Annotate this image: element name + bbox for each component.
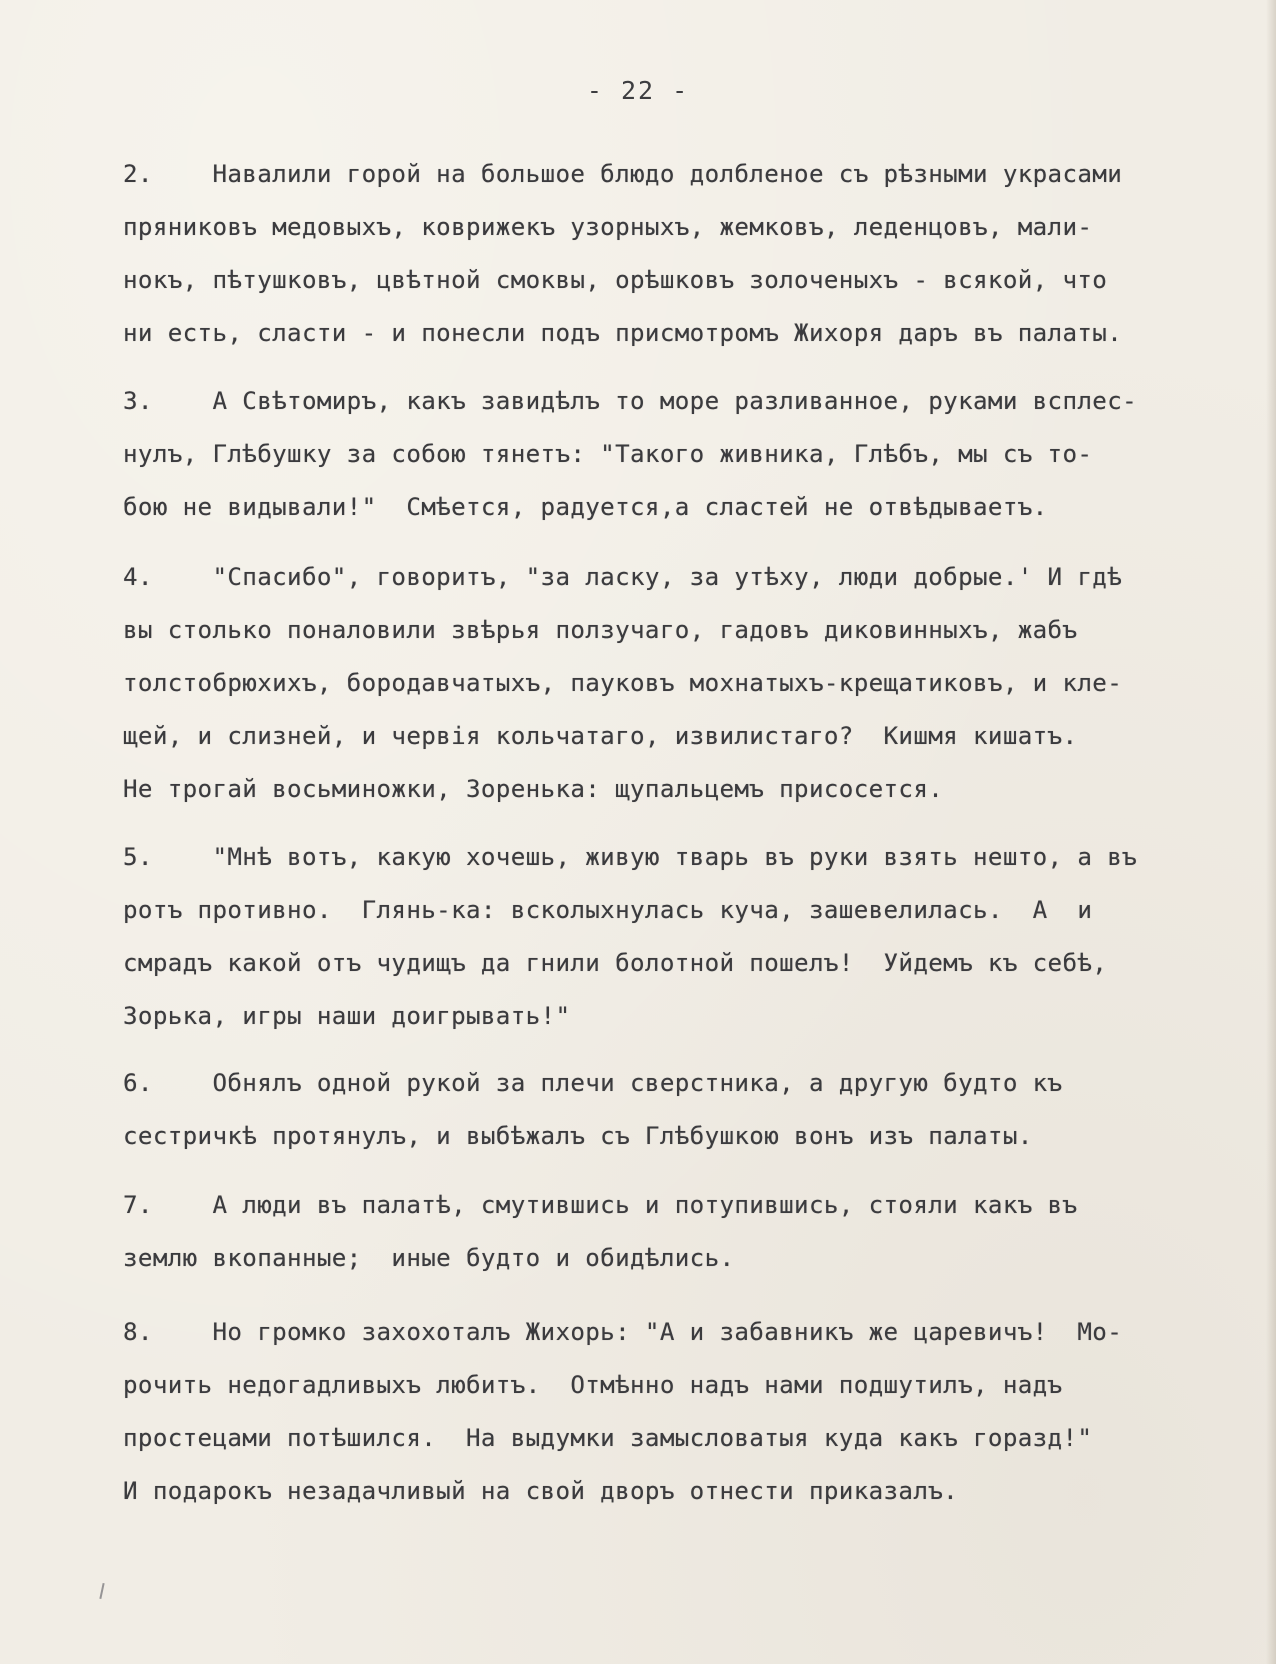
page-number: - 22 -: [586, 76, 690, 105]
paragraph-2: [123, 148, 1243, 360]
text-line: бою не видывали!" Смѣется, радуется,а сластей не отвѣдываетъ.: [123, 493, 1048, 521]
paragraph-6: [123, 1057, 1243, 1163]
paragraph-4: [123, 551, 1243, 816]
text-line: щей, и слизней, и червія кольчатаго, извилистаго? Кишмя кишатъ.: [123, 722, 1078, 750]
text-line: ротъ противно. Глянь-ка: всколыхнулась куча, зашевелилась. А и: [123, 896, 1093, 924]
paragraph-3: [123, 375, 1243, 534]
text-line: землю вкопанные; иные будто и обидѣлись.: [123, 1244, 735, 1272]
text-line: 7. А люди въ палатѣ, смутившись и потупившись, стояли какъ въ: [123, 1191, 1078, 1219]
text-line: 8. Но громко захохоталъ Жихорь: "А и забавникъ же царевичъ! Мо-: [123, 1318, 1123, 1346]
text-line: 3. А Свѣтомиръ, какъ завидѣлъ то море разливанное, руками всплес-: [123, 387, 1138, 415]
text-line: вы столько поналовили звѣрья ползучаго, гадовъ диковинныхъ, жабъ: [123, 616, 1078, 644]
text-line: 6. Обнялъ одной рукой за плечи сверстника, а другую будто къ: [123, 1069, 1063, 1097]
text-line: 5. "Мнѣ вотъ, какую хочешь, живую тварь въ руки взять нешто, а въ: [123, 843, 1138, 871]
paper-edge-shadow: [1266, 0, 1276, 1664]
paragraph-8: [123, 1306, 1243, 1518]
pen-stroke-mark: [99, 1583, 104, 1599]
text-line: И подарокъ незадачливый на свой дворъ отнести приказалъ.: [123, 1477, 959, 1505]
text-line: смрадъ какой отъ чудищъ да гнили болотной пошелъ! Уйдемъ къ себѣ,: [123, 949, 1108, 977]
text-line: рочить недогадливыхъ любитъ. Отмѣнно надъ нами подшутилъ, надъ: [123, 1371, 1063, 1399]
text-line: пряниковъ медовыхъ, коврижекъ узорныхъ, жемковъ, леденцовъ, мали-: [123, 213, 1093, 241]
text-line: 2. Навалили горой на большое блюдо долбленое съ рѣзными украсами: [123, 160, 1123, 188]
text-line: сестричкѣ протянулъ, и выбѣжалъ съ Глѣбушкою вонъ изъ палаты.: [123, 1122, 1033, 1150]
text-line: ни есть, сласти - и понесли подъ присмотромъ Жихоря даръ въ палаты.: [123, 319, 1123, 347]
text-line: 4. "Спасибо", говоритъ, "за ласку, за утѣху, люди добрые.' И гдѣ: [123, 563, 1123, 591]
text-line: простецами потѣшился. На выдумки замысловатыя куда какъ горазд!": [123, 1424, 1093, 1452]
text-line: Не трогай восьминожки, Зоренька: щупальцемъ присосется.: [123, 775, 944, 803]
text-line: Зорька, игры наши доигрывать!": [123, 1002, 571, 1030]
paragraph-7: [123, 1179, 1243, 1285]
text-line: толстобрюхихъ, бородавчатыхъ, пауковъ мохнатыхъ-крещатиковъ, и кле-: [123, 669, 1123, 697]
paragraph-5: [123, 831, 1243, 1043]
text-line: нулъ, Глѣбушку за собою тянетъ: "Такого живника, Глѣбъ, мы съ то-: [123, 440, 1093, 468]
text-line: нокъ, пѣтушковъ, цвѣтной смоквы, орѣшковъ золоченыхъ - всякой, что: [123, 266, 1108, 294]
